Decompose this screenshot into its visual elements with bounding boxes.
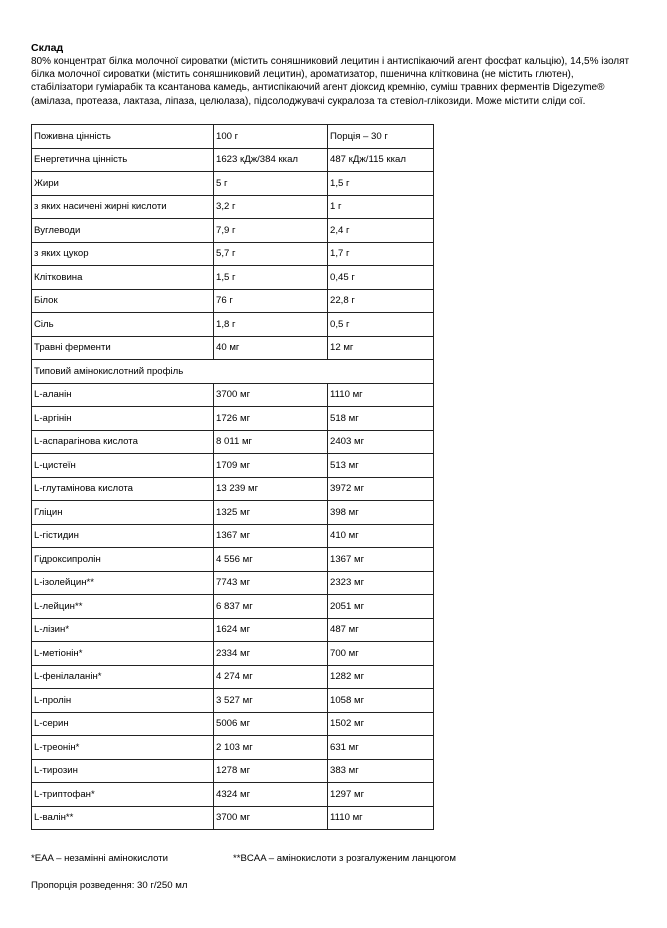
table-cell: 1502 мг	[328, 712, 434, 736]
table-cell: 1367 мг	[214, 524, 328, 548]
amino-row	[32, 595, 434, 619]
table-cell: 3972 мг	[328, 477, 434, 501]
table-cell: 1325 мг	[214, 501, 328, 525]
table-cell: 7,9 г	[214, 219, 328, 243]
table-cell: 1278 мг	[214, 759, 328, 783]
amino-profile-heading: Типовий амінокислотний профіль	[32, 360, 434, 384]
table-cell: 1058 мг	[328, 689, 434, 713]
table-cell: Жири	[32, 172, 214, 196]
table-cell: 1,8 г	[214, 313, 328, 337]
table-cell: 1 г	[328, 195, 434, 219]
table-cell: 2,4 г	[328, 219, 434, 243]
table-cell: 5006 мг	[214, 712, 328, 736]
amino-heading-row	[32, 360, 434, 384]
nutrient-row	[32, 148, 434, 172]
table-cell: 5 г	[214, 172, 328, 196]
table-cell: 700 мг	[328, 642, 434, 666]
amino-row	[32, 665, 434, 689]
table-cell: L-глутамінова кислота	[32, 477, 214, 501]
table-cell: 4 556 мг	[214, 548, 328, 572]
table-cell: L-тирозин	[32, 759, 214, 783]
amino-row	[32, 454, 434, 478]
amino-row	[32, 759, 434, 783]
table-cell: 1709 мг	[214, 454, 328, 478]
table-cell: L-гістидин	[32, 524, 214, 548]
table-cell: 0,45 г	[328, 266, 434, 290]
table-cell: 513 мг	[328, 454, 434, 478]
table-cell: 2 103 мг	[214, 736, 328, 760]
table-cell: 398 мг	[328, 501, 434, 525]
table-cell: 2051 мг	[328, 595, 434, 619]
table-cell: 1,7 г	[328, 242, 434, 266]
table-cell: Гідроксипролін	[32, 548, 214, 572]
table-cell: L-ізолейцин**	[32, 571, 214, 595]
composition-text: 80% концентрат білка молочної сироватки (містить соняшниковий лецитин і антиспікаючий агент фосфат кальцію), 14,5% ізолят білка молочної сироватки (містить соняшниковий лецитин), ароматизатор, пшенична клітковина (не містить глютен), стабілізатори гуміарабік та ксантанова камедь, антиспікаючий агент діоксид кремнію, суміш травних ферментів Digezyme® (амілаза, протеаза, лактаза, ліпаза, целюлаза), підсолоджувачі сукралоза та стевіол-глікозиди. Може містити сліди сої.	[31, 56, 630, 107]
amino-row	[32, 501, 434, 525]
amino-row	[32, 689, 434, 713]
amino-row	[32, 642, 434, 666]
amino-row	[32, 783, 434, 807]
table-cell: Гліцин	[32, 501, 214, 525]
table-cell: 4 274 мг	[214, 665, 328, 689]
nutrient-row	[32, 172, 434, 196]
table-cell: 3700 мг	[214, 806, 328, 830]
table-cell: L-метіонін*	[32, 642, 214, 666]
nutrient-row	[32, 266, 434, 290]
table-cell: L-фенілаланін*	[32, 665, 214, 689]
table-cell: 1110 мг	[328, 806, 434, 830]
table-cell: 7743 мг	[214, 571, 328, 595]
table-cell: Вуглеводи	[32, 219, 214, 243]
table-cell: 5,7 г	[214, 242, 328, 266]
table-cell: 1624 мг	[214, 618, 328, 642]
amino-row	[32, 571, 434, 595]
table-cell: 3,2 г	[214, 195, 328, 219]
table-cell: L-аспарагінова кислота	[32, 430, 214, 454]
amino-row	[32, 430, 434, 454]
table-cell: 2334 мг	[214, 642, 328, 666]
amino-row	[32, 407, 434, 431]
dilution-ratio: Пропорція розведення: 30 г/250 мл	[31, 880, 188, 891]
table-cell: 8 011 мг	[214, 430, 328, 454]
table-cell: 1110 мг	[328, 383, 434, 407]
table-cell: L-треонін*	[32, 736, 214, 760]
table-cell: Травні ферменти	[32, 336, 214, 360]
table-cell: 1282 мг	[328, 665, 434, 689]
table-cell: L-валін**	[32, 806, 214, 830]
table-cell: 631 мг	[328, 736, 434, 760]
header-cell: Порція – 30 г	[328, 125, 434, 149]
table-cell: 6 837 мг	[214, 595, 328, 619]
amino-row	[32, 806, 434, 830]
composition-section	[31, 41, 641, 108]
table-cell: 76 г	[214, 289, 328, 313]
table-cell: 40 мг	[214, 336, 328, 360]
amino-row	[32, 524, 434, 548]
table-cell: 22,8 г	[328, 289, 434, 313]
table-cell: L-лейцин**	[32, 595, 214, 619]
table-cell: 2323 мг	[328, 571, 434, 595]
composition-title: Склад	[31, 42, 64, 54]
table-cell: L-серин	[32, 712, 214, 736]
table-cell: з яких цукор	[32, 242, 214, 266]
table-cell: 1367 мг	[328, 548, 434, 572]
table-cell: 1,5 г	[328, 172, 434, 196]
table-cell: L-пролін	[32, 689, 214, 713]
table-cell: 1297 мг	[328, 783, 434, 807]
table-cell: 3 527 мг	[214, 689, 328, 713]
table-cell: L-аргінін	[32, 407, 214, 431]
table-cell: 1623 кДж/384 ккал	[214, 148, 328, 172]
table-cell: 4324 мг	[214, 783, 328, 807]
amino-row	[32, 618, 434, 642]
nutrient-row	[32, 313, 434, 337]
table-cell: 1726 мг	[214, 407, 328, 431]
amino-row	[32, 736, 434, 760]
table-cell: 12 мг	[328, 336, 434, 360]
table-cell: Білок	[32, 289, 214, 313]
footnote-bcaa: **BCAA – амінокислоти з розгалуженим ланцюгом	[233, 853, 456, 864]
nutrition-table	[31, 124, 434, 830]
nutrient-row	[32, 195, 434, 219]
table-header-row	[32, 125, 434, 149]
nutrient-row	[32, 336, 434, 360]
table-cell: 13 239 мг	[214, 477, 328, 501]
table-cell: 518 мг	[328, 407, 434, 431]
table-cell: 2403 мг	[328, 430, 434, 454]
table-cell: 383 мг	[328, 759, 434, 783]
nutrition-table-body	[32, 125, 434, 830]
table-cell: Сіль	[32, 313, 214, 337]
amino-row	[32, 477, 434, 501]
amino-row	[32, 548, 434, 572]
footnote-eaa: *EAA – незамінні амінокислоти	[31, 853, 168, 864]
table-cell: L-лізин*	[32, 618, 214, 642]
table-cell: L-цистеїн	[32, 454, 214, 478]
table-cell: 487 кДж/115 ккал	[328, 148, 434, 172]
nutrient-row	[32, 242, 434, 266]
header-cell: 100 г	[214, 125, 328, 149]
nutrient-row	[32, 289, 434, 313]
table-cell: 487 мг	[328, 618, 434, 642]
amino-row	[32, 712, 434, 736]
table-cell: з яких насичені жирні кислоти	[32, 195, 214, 219]
table-cell: Енергетична цінність	[32, 148, 214, 172]
table-cell: 3700 мг	[214, 383, 328, 407]
table-cell: 1,5 г	[214, 266, 328, 290]
header-cell: Поживна цінність	[32, 125, 214, 149]
table-cell: 0,5 г	[328, 313, 434, 337]
table-cell: L-триптофан*	[32, 783, 214, 807]
table-cell: 410 мг	[328, 524, 434, 548]
table-cell: Клітковина	[32, 266, 214, 290]
nutrient-row	[32, 219, 434, 243]
table-cell: L-аланін	[32, 383, 214, 407]
amino-row	[32, 383, 434, 407]
